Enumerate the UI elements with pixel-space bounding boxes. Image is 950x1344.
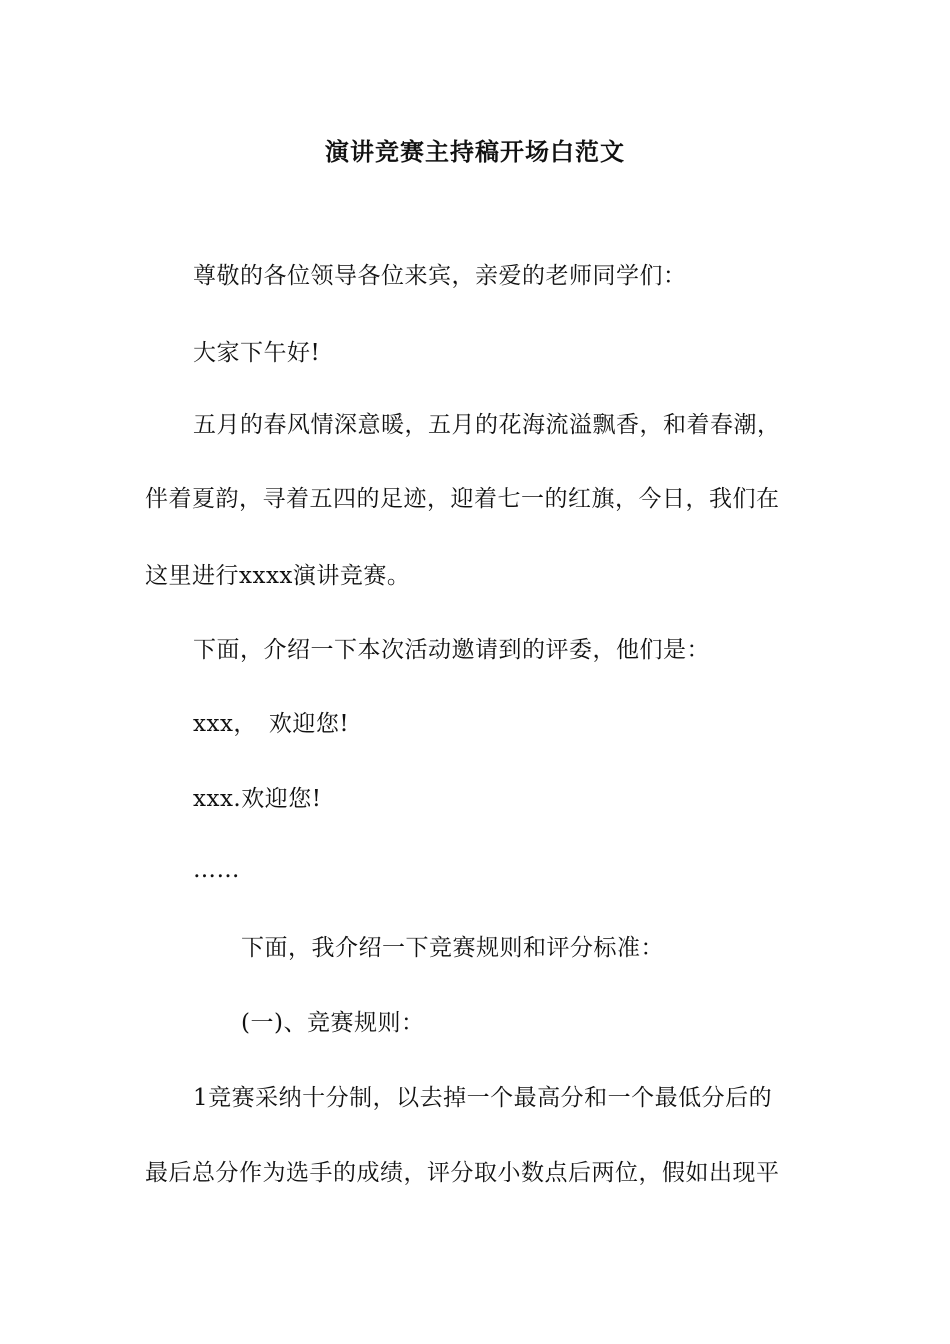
text-line: 下面，我介绍一下竞赛规则和评分标准： (241, 935, 664, 961)
text-line: xxx.欢迎您! (193, 786, 322, 812)
text-line: 这里进行xxxx演讲竞赛。 (145, 563, 411, 589)
text-line: 1竞赛采纳十分制，以去掉一个最高分和一个最低分后的 (193, 1085, 773, 1111)
text-line: 伴着夏韵，寻着五四的足迹，迎着七一的红旗，今日，我们在 (145, 486, 780, 512)
text-line: …… (193, 857, 240, 883)
text-line: (一)、竞赛规则： (241, 1010, 425, 1036)
text-line: 尊敬的各位领导各位来宾，亲爱的老师同学们： (193, 263, 687, 289)
document-title: 演讲竞赛主持稿开场白范文 (325, 137, 625, 166)
text-line: 大家下午好! (193, 340, 321, 366)
text-line: xxx， 欢迎您! (193, 711, 350, 737)
text-line: 最后总分作为选手的成绩，评分取小数点后两位，假如出现平 (145, 1160, 780, 1186)
text-line: 五月的春风情深意暖，五月的花海流溢飘香，和着春潮， (193, 412, 781, 438)
text-line: 下面，介绍一下本次活动邀请到的评委，他们是： (193, 637, 710, 663)
